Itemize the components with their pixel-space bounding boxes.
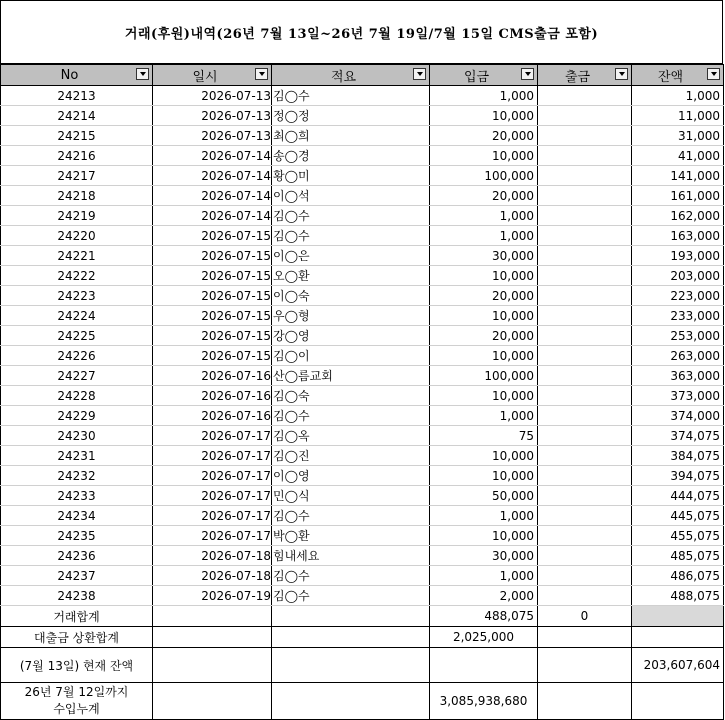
header-row (1, 65, 724, 86)
cell-withdraw[interactable] (538, 326, 632, 346)
cell-withdraw[interactable] (538, 406, 632, 426)
header-memo (272, 65, 430, 86)
header-balance (632, 65, 724, 86)
summary-cell[interactable] (430, 648, 538, 683)
cell-memo[interactable]: 황◯미 (272, 166, 430, 186)
cell-deposit[interactable]: 1,000 (430, 226, 538, 246)
cell-balance[interactable]: 163,000 (632, 226, 724, 246)
cell-date[interactable]: 2026-07-15 (153, 266, 272, 286)
summary-cell[interactable] (272, 627, 430, 648)
cell-memo[interactable]: 김◯진 (272, 446, 430, 466)
cell-balance[interactable]: 141,000 (632, 166, 724, 186)
table-row (1, 286, 724, 306)
cell-withdraw[interactable] (538, 586, 632, 606)
cell-deposit[interactable]: 1,000 (430, 206, 538, 226)
cell-date[interactable]: 2026-07-15 (153, 246, 272, 266)
cell-no[interactable]: 24218 (1, 186, 153, 206)
cell-no[interactable]: 24215 (1, 126, 153, 146)
cell-date[interactable]: 2026-07-15 (153, 286, 272, 306)
table-row (1, 346, 724, 366)
summary-cell[interactable] (272, 606, 430, 627)
cell-balance[interactable]: 384,075 (632, 446, 724, 466)
cell-balance[interactable]: 11,000 (632, 106, 724, 126)
cell-date[interactable]: 2026-07-17 (153, 506, 272, 526)
cell-date[interactable]: 2026-07-13 (153, 126, 272, 146)
cell-deposit[interactable]: 10,000 (430, 526, 538, 546)
cell-no[interactable]: 24227 (1, 366, 153, 386)
cumulative-value[interactable]: 3,085,938,680 (430, 683, 538, 720)
cell-balance[interactable]: 31,000 (632, 126, 724, 146)
cell-memo[interactable]: 김◯수 (272, 406, 430, 426)
table-row (1, 486, 724, 506)
cell-date[interactable]: 2026-07-14 (153, 146, 272, 166)
cell-no[interactable]: 24235 (1, 526, 153, 546)
cell-deposit[interactable]: 30,000 (430, 546, 538, 566)
cell-balance[interactable]: 223,000 (632, 286, 724, 306)
cell-date[interactable]: 2026-07-14 (153, 166, 272, 186)
cell-balance[interactable]: 374,000 (632, 406, 724, 426)
header-balance-label: 잔액 (657, 69, 684, 85)
cell-deposit[interactable]: 20,000 (430, 126, 538, 146)
table-row (1, 186, 724, 206)
cell-deposit[interactable]: 75 (430, 426, 538, 446)
cell-no[interactable]: 24237 (1, 566, 153, 586)
cell-no[interactable]: 24222 (1, 266, 153, 286)
current-value[interactable]: 203,607,604 (632, 648, 724, 683)
cell-deposit[interactable]: 20,000 (430, 326, 538, 346)
cell-memo[interactable]: 김◯숙 (272, 386, 430, 406)
table-row (1, 386, 724, 406)
filter-dropdown-icon[interactable] (707, 68, 720, 80)
summary-cell[interactable] (153, 648, 272, 683)
cell-withdraw[interactable] (538, 306, 632, 326)
cell-balance[interactable]: 486,075 (632, 566, 724, 586)
cell-no[interactable]: 24233 (1, 486, 153, 506)
cell-balance[interactable]: 373,000 (632, 386, 724, 406)
cell-memo[interactable]: 오◯환 (272, 266, 430, 286)
cell-withdraw[interactable] (538, 266, 632, 286)
cell-balance[interactable]: 41,000 (632, 146, 724, 166)
cell-memo[interactable]: 이◯석 (272, 186, 430, 206)
summary-body (1, 606, 724, 720)
cell-withdraw[interactable] (538, 546, 632, 566)
table-row (1, 226, 724, 246)
header-deposit-label: 입금 (463, 69, 490, 85)
cell-memo[interactable]: 김◯수 (272, 566, 430, 586)
total-label[interactable]: 거래합계 (1, 606, 153, 627)
cell-no[interactable]: 24214 (1, 106, 153, 126)
cell-memo[interactable]: 이◯은 (272, 246, 430, 266)
cell-memo[interactable]: 김◯옥 (272, 426, 430, 446)
cell-no[interactable]: 24219 (1, 206, 153, 226)
cell-memo[interactable]: 정◯정 (272, 106, 430, 126)
table-row (1, 526, 724, 546)
cell-date[interactable]: 2026-07-19 (153, 586, 272, 606)
cell-no[interactable]: 24229 (1, 406, 153, 426)
cell-deposit[interactable]: 10,000 (430, 386, 538, 406)
table-row (1, 266, 724, 286)
cell-date[interactable]: 2026-07-15 (153, 346, 272, 366)
cell-no[interactable]: 24234 (1, 506, 153, 526)
cell-memo[interactable]: 최◯희 (272, 126, 430, 146)
cell-date[interactable]: 2026-07-14 (153, 206, 272, 226)
cell-date[interactable]: 2026-07-17 (153, 446, 272, 466)
filter-dropdown-icon[interactable] (615, 68, 628, 80)
report-title: 거래(후원)내역(26년 7월 13일~26년 7월 19일/7월 15일 CMS출금 포함) (124, 26, 599, 42)
cell-no[interactable]: 24230 (1, 426, 153, 446)
summary-cell[interactable] (153, 606, 272, 627)
cumulative-label[interactable] (1, 683, 153, 720)
cell-memo[interactable]: 김◯수 (272, 206, 430, 226)
cell-date[interactable]: 2026-07-15 (153, 226, 272, 246)
header-no-label: No (60, 67, 79, 83)
cell-deposit[interactable]: 1,000 (430, 566, 538, 586)
header-no (1, 65, 153, 86)
cell-no[interactable]: 24224 (1, 306, 153, 326)
cell-withdraw[interactable] (538, 446, 632, 466)
table-row (1, 86, 724, 106)
filter-dropdown-icon[interactable] (521, 68, 534, 80)
cell-balance[interactable]: 263,000 (632, 346, 724, 366)
total-deposit[interactable]: 488,075 (430, 606, 538, 627)
summary-cell[interactable] (538, 627, 632, 648)
cell-withdraw[interactable] (538, 106, 632, 126)
header-withdraw-label: 출금 (564, 69, 591, 85)
cell-deposit[interactable]: 10,000 (430, 146, 538, 166)
cell-withdraw[interactable] (538, 186, 632, 206)
summary-cell[interactable] (632, 627, 724, 648)
cell-memo[interactable]: 이◯영 (272, 466, 430, 486)
header-date (153, 65, 272, 86)
cumulative-label-line1: 26년 7월 12일까지 (24, 685, 129, 699)
table-row (1, 326, 724, 346)
cumulative-label-line2: 수입누계 (53, 702, 100, 716)
table-row (1, 166, 724, 186)
cell-deposit[interactable]: 1,000 (430, 406, 538, 426)
cell-date[interactable]: 2026-07-17 (153, 466, 272, 486)
cell-withdraw[interactable] (538, 206, 632, 226)
cell-withdraw[interactable] (538, 426, 632, 446)
table-row (1, 586, 724, 606)
cell-withdraw[interactable] (538, 166, 632, 186)
cell-no[interactable]: 24231 (1, 446, 153, 466)
summary-cell[interactable] (632, 683, 724, 720)
cell-date[interactable]: 2026-07-14 (153, 186, 272, 206)
cell-no[interactable]: 24238 (1, 586, 153, 606)
cell-no[interactable]: 24221 (1, 246, 153, 266)
cell-no[interactable]: 24223 (1, 286, 153, 306)
cell-date[interactable]: 2026-07-18 (153, 566, 272, 586)
cell-balance[interactable]: 193,000 (632, 246, 724, 266)
cell-date[interactable]: 2026-07-16 (153, 366, 272, 386)
table-row (1, 106, 724, 126)
current-label[interactable]: (7월 13일) 현재 잔액 (1, 648, 153, 683)
cell-memo[interactable]: 김◯수 (272, 86, 430, 106)
cell-memo[interactable]: 이◯숙 (272, 286, 430, 306)
cell-balance[interactable]: 161,000 (632, 186, 724, 206)
cell-no[interactable]: 24225 (1, 326, 153, 346)
summary-cell[interactable] (272, 648, 430, 683)
header-memo-label: 적요 (330, 69, 357, 85)
table-row (1, 426, 724, 446)
table-row (1, 466, 724, 486)
table-row (1, 146, 724, 166)
cell-withdraw[interactable] (538, 286, 632, 306)
header-withdraw (538, 65, 632, 86)
cell-date[interactable]: 2026-07-16 (153, 406, 272, 426)
loan-row (1, 627, 724, 648)
cell-date[interactable]: 2026-07-17 (153, 426, 272, 446)
cell-balance[interactable]: 374,075 (632, 426, 724, 446)
table-body (1, 86, 724, 606)
cell-balance[interactable]: 363,000 (632, 366, 724, 386)
cell-withdraw[interactable] (538, 526, 632, 546)
cell-memo[interactable]: 김◯이 (272, 346, 430, 366)
cell-withdraw[interactable] (538, 466, 632, 486)
cell-balance[interactable]: 444,075 (632, 486, 724, 506)
cell-withdraw[interactable] (538, 506, 632, 526)
cell-withdraw[interactable] (538, 126, 632, 146)
table-row (1, 406, 724, 426)
cell-withdraw[interactable] (538, 226, 632, 246)
cell-balance[interactable]: 455,075 (632, 526, 724, 546)
table-row (1, 246, 724, 266)
cell-memo[interactable]: 김◯수 (272, 226, 430, 246)
table-row (1, 506, 724, 526)
cumulative-row (1, 683, 724, 720)
cell-withdraw[interactable] (538, 246, 632, 266)
cell-withdraw[interactable] (538, 146, 632, 166)
cell-memo[interactable]: 힘내세요 (272, 546, 430, 566)
cell-deposit[interactable]: 10,000 (430, 306, 538, 326)
cell-balance[interactable]: 445,075 (632, 506, 724, 526)
cell-memo[interactable]: 산◯름교회 (272, 366, 430, 386)
cell-deposit[interactable]: 50,000 (430, 486, 538, 506)
table-row (1, 126, 724, 146)
cell-date[interactable]: 2026-07-13 (153, 106, 272, 126)
cell-withdraw[interactable] (538, 386, 632, 406)
cell-withdraw[interactable] (538, 486, 632, 506)
summary-cell[interactable] (153, 683, 272, 720)
summary-cell[interactable] (632, 606, 724, 627)
cell-date[interactable]: 2026-07-17 (153, 486, 272, 506)
cell-withdraw[interactable] (538, 346, 632, 366)
filter-dropdown-icon[interactable] (413, 68, 426, 80)
table-row (1, 566, 724, 586)
cell-memo[interactable]: 송◯경 (272, 146, 430, 166)
cell-deposit[interactable]: 10,000 (430, 466, 538, 486)
cell-date[interactable]: 2026-07-13 (153, 86, 272, 106)
cell-memo[interactable]: 김◯수 (272, 586, 430, 606)
cell-deposit[interactable]: 10,000 (430, 446, 538, 466)
cell-memo[interactable]: 우◯형 (272, 306, 430, 326)
filter-dropdown-icon[interactable] (255, 68, 268, 80)
cell-no[interactable]: 24217 (1, 166, 153, 186)
cell-deposit[interactable]: 10,000 (430, 106, 538, 126)
cell-deposit[interactable]: 2,000 (430, 586, 538, 606)
summary-cell[interactable] (538, 648, 632, 683)
cell-deposit[interactable]: 100,000 (430, 366, 538, 386)
cell-no[interactable]: 24236 (1, 546, 153, 566)
cell-no[interactable]: 24220 (1, 226, 153, 246)
cell-deposit[interactable]: 10,000 (430, 346, 538, 366)
cell-withdraw[interactable] (538, 566, 632, 586)
cell-deposit[interactable]: 20,000 (430, 286, 538, 306)
table-row (1, 546, 724, 566)
cell-no[interactable]: 24232 (1, 466, 153, 486)
cell-no[interactable]: 24216 (1, 146, 153, 166)
cell-no[interactable]: 24228 (1, 386, 153, 406)
cell-memo[interactable]: 강◯영 (272, 326, 430, 346)
cell-memo[interactable]: 박◯환 (272, 526, 430, 546)
current-balance-row (1, 648, 724, 683)
cell-balance[interactable]: 253,000 (632, 326, 724, 346)
total-row (1, 606, 724, 627)
cell-deposit[interactable]: 10,000 (430, 266, 538, 286)
cell-balance[interactable]: 488,075 (632, 586, 724, 606)
header-date-label: 일시 (192, 69, 218, 85)
cell-memo[interactable]: 김◯수 (272, 506, 430, 526)
summary-cell[interactable] (272, 683, 430, 720)
summary-cell[interactable] (538, 683, 632, 720)
loan-label[interactable]: 대출금 상환합계 (1, 627, 153, 648)
cell-date[interactable]: 2026-07-16 (153, 386, 272, 406)
cell-balance[interactable]: 162,000 (632, 206, 724, 226)
cell-date[interactable]: 2026-07-17 (153, 526, 272, 546)
header-deposit (430, 65, 538, 86)
table-row (1, 206, 724, 226)
cell-deposit[interactable]: 30,000 (430, 246, 538, 266)
cell-deposit[interactable]: 20,000 (430, 186, 538, 206)
cell-memo[interactable]: 민◯식 (272, 486, 430, 506)
cell-withdraw[interactable] (538, 86, 632, 106)
cell-no[interactable]: 24226 (1, 346, 153, 366)
total-withdraw[interactable]: 0 (538, 606, 632, 627)
filter-dropdown-icon[interactable] (136, 68, 149, 80)
cell-balance[interactable]: 203,000 (632, 266, 724, 286)
cell-balance[interactable]: 1,000 (632, 86, 724, 106)
table-row (1, 446, 724, 466)
summary-cell[interactable] (153, 627, 272, 648)
cell-date[interactable]: 2026-07-18 (153, 546, 272, 566)
cell-deposit[interactable]: 100,000 (430, 166, 538, 186)
cell-deposit[interactable]: 1,000 (430, 506, 538, 526)
cell-deposit[interactable]: 1,000 (430, 86, 538, 106)
report-title-box (0, 0, 723, 64)
cell-no[interactable]: 24213 (1, 86, 153, 106)
cell-balance[interactable]: 485,075 (632, 546, 724, 566)
loan-value[interactable]: 2,025,000 (430, 627, 538, 648)
cell-date[interactable]: 2026-07-15 (153, 326, 272, 346)
cell-date[interactable]: 2026-07-15 (153, 306, 272, 326)
cell-withdraw[interactable] (538, 366, 632, 386)
transaction-table (0, 64, 724, 720)
cell-balance[interactable]: 394,075 (632, 466, 724, 486)
cell-balance[interactable]: 233,000 (632, 306, 724, 326)
table-row (1, 306, 724, 326)
table-row (1, 366, 724, 386)
